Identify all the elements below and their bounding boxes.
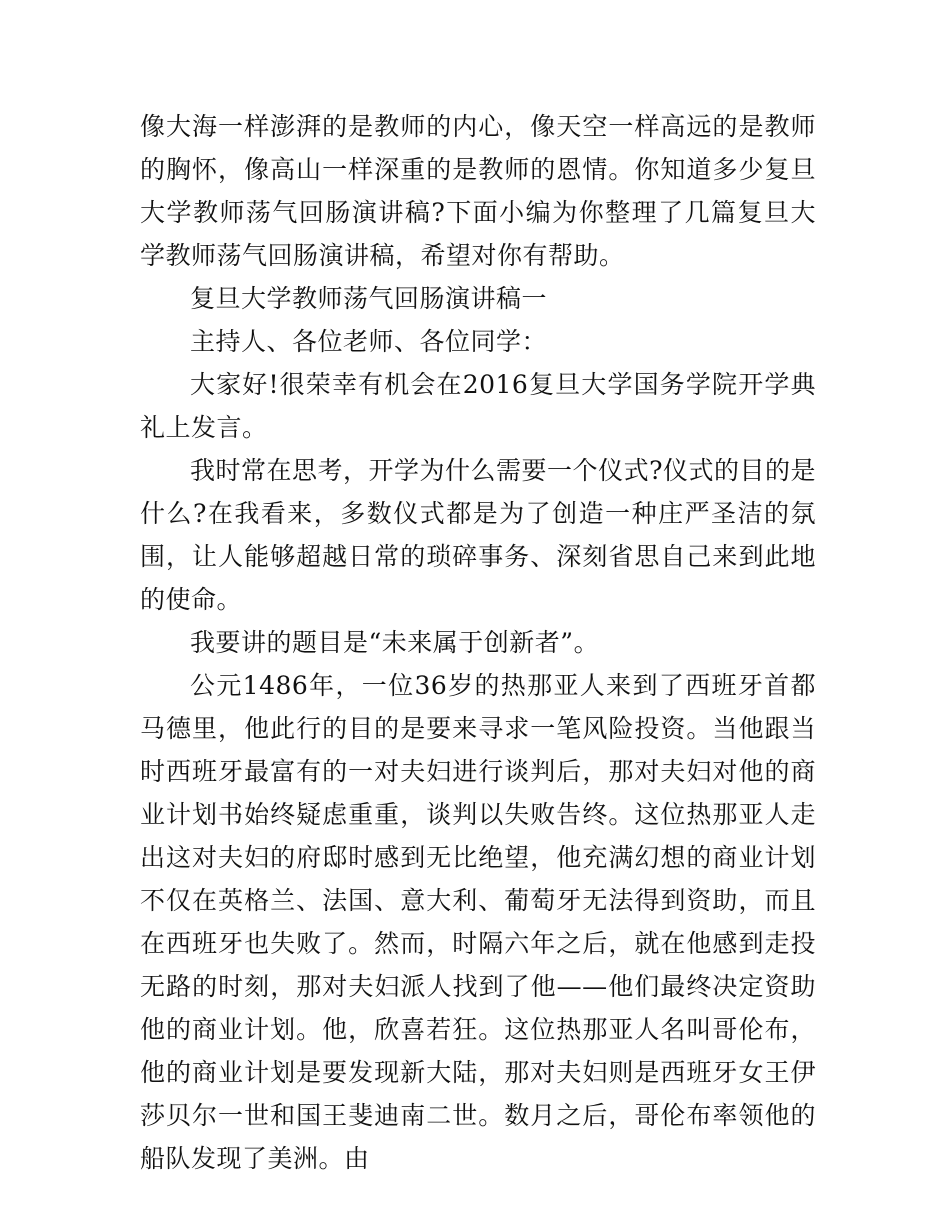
salutation-paragraph: 主持人、各位老师、各位同学：	[190, 327, 548, 356]
topic-paragraph: 我要讲的题目是“未来属于创新者”。	[190, 628, 600, 657]
columbus-story-paragraph: 公元1486年，一位36岁的热那亚人来到了西班牙首都马德里，他此行的目的是要来寻求一笔风险投资。当他跟当时西班牙最富有的一对夫妇进行谈判后，那对夫妇对他的商业计划书始终疑虑重重，谈判以失败告终。这位热那亚人走出这对夫妇的府邸时感到无比绝望，他充满幻想的商业计划不仅在英格兰、法国、意大利、葡萄牙无法得到资助，而且在西班牙也失败了。然而，时隔六年之后，就在他感到走投无路的时刻，那对夫妇派人找到了他——他们最终决定资助他的商业计划。他，欣喜若狂。这位热那亚人名叫哥伦布，他的商业计划是要发现新大陆，那对夫妇则是西班牙女王伊莎贝尔一世和国王斐迪南二世。数月之后，哥伦布率领他的船队发现了美洲。由	[140, 671, 816, 1173]
section-heading: 复旦大学教师荡气回肠演讲稿一	[190, 284, 548, 313]
ceremony-reflection-paragraph: 我时常在思考，开学为什么需要一个仪式?仪式的目的是什么?在我看来，多数仪式都是为了创造一种庄严圣洁的氛围，让人能够超越日常的琐碎事务、深刻省思自己来到此地的使命。	[140, 456, 816, 614]
intro-paragraph: 像大海一样澎湃的是教师的内心，像天空一样高远的是教师的胸怀，像高山一样深重的是教师的恩情。你知道多少复旦大学教师荡气回肠演讲稿?下面小编为你整理了几篇复旦大学教师荡气回肠演讲稿，希望对你有帮助。	[140, 112, 816, 270]
greeting-paragraph: 大家好!很荣幸有机会在2016复旦大学国务学院开学典礼上发言。	[140, 370, 816, 442]
document-body	[140, 105, 816, 1180]
